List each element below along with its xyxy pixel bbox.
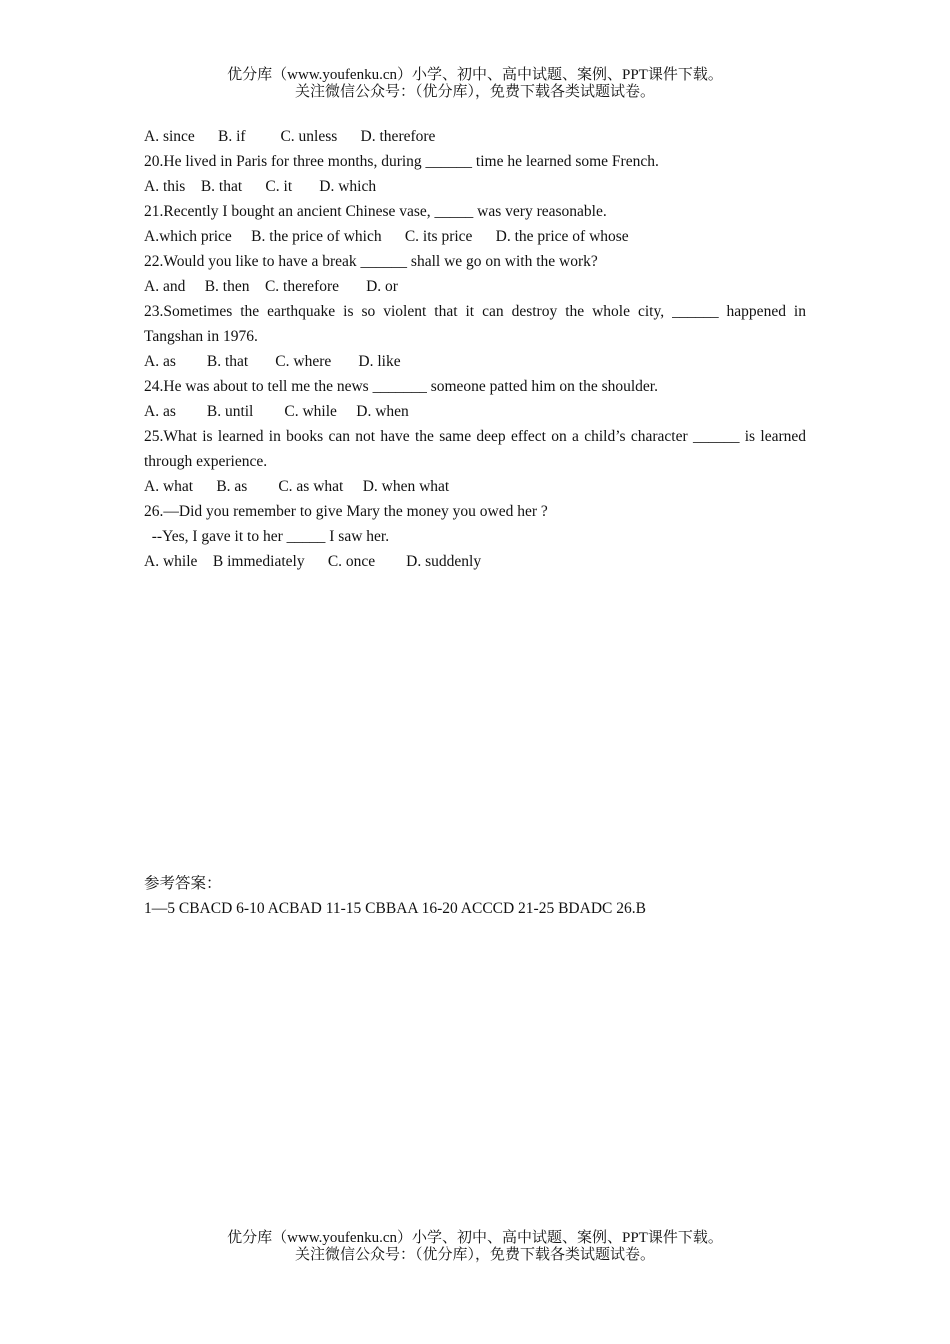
q23-options: A. as B. that C. where D. like bbox=[144, 353, 401, 370]
q26-stem: 26.—Did you remember to give Mary the money you owed her ? bbox=[144, 503, 548, 520]
q20-options: A. this B. that C. it D. which bbox=[144, 178, 377, 195]
answer-key-title: 参考答案： bbox=[144, 875, 222, 892]
q23-stem: 23.Sometimes the earthquake is so violent that it can destroy the whole city, ______ happened in Tangshan in 1976. bbox=[144, 303, 806, 345]
page-header bbox=[0, 67, 950, 101]
q25-options: A. what B. as C. as what D. when what bbox=[144, 478, 450, 495]
q24-stem: 24.He was about to tell me the news _______ someone patted him on the shoulder. bbox=[144, 378, 658, 395]
answer-key-text: 1—5 CBACD 6-10 ACBAD 11-15 CBBAA 16-20 ACCCD 21-25 BDADC 26.B bbox=[144, 900, 646, 917]
q21-stem: 21.Recently I bought an ancient Chinese vase, _____ was very reasonable. bbox=[144, 203, 607, 220]
q25-stem: 25.What is learned in books can not have the same deep effect on a child’s character ______ is learned through experience. bbox=[144, 428, 806, 470]
footer-wechat-line: 关注微信公众号：（优分库），免费下载各类试题试卷。 bbox=[294, 1247, 655, 1263]
q22-options: A. and B. then C. therefore D. or bbox=[144, 278, 398, 295]
q20-stem: 20.He lived in Paris for three months, during ______ time he learned some French. bbox=[144, 153, 659, 170]
footer-site-line: 优分库（www.youfenku.cn）小学、初中、高中试题、案例、PPT课件下载。 bbox=[227, 1230, 723, 1246]
header-site-line: 优分库（www.youfenku.cn）小学、初中、高中试题、案例、PPT课件下载。 bbox=[227, 67, 723, 83]
q26-options: A. while B immediately C. once D. suddenly bbox=[144, 553, 482, 570]
q24-options: A. as B. until C. while D. when bbox=[144, 403, 409, 420]
answer-key bbox=[144, 871, 806, 921]
q19-options: A. since B. if C. unless D. therefore bbox=[144, 128, 436, 145]
q22-stem: 22.Would you like to have a break ______ shall we go on with the work? bbox=[144, 253, 598, 270]
page-footer bbox=[0, 1230, 950, 1264]
question-list bbox=[144, 124, 806, 574]
q21-options: A.which price B. the price of which C. its price D. the price of whose bbox=[144, 228, 629, 245]
q26-reply: --Yes, I gave it to her _____ I saw her. bbox=[144, 528, 390, 545]
header-wechat-line: 关注微信公众号：（优分库），免费下载各类试题试卷。 bbox=[294, 84, 655, 100]
